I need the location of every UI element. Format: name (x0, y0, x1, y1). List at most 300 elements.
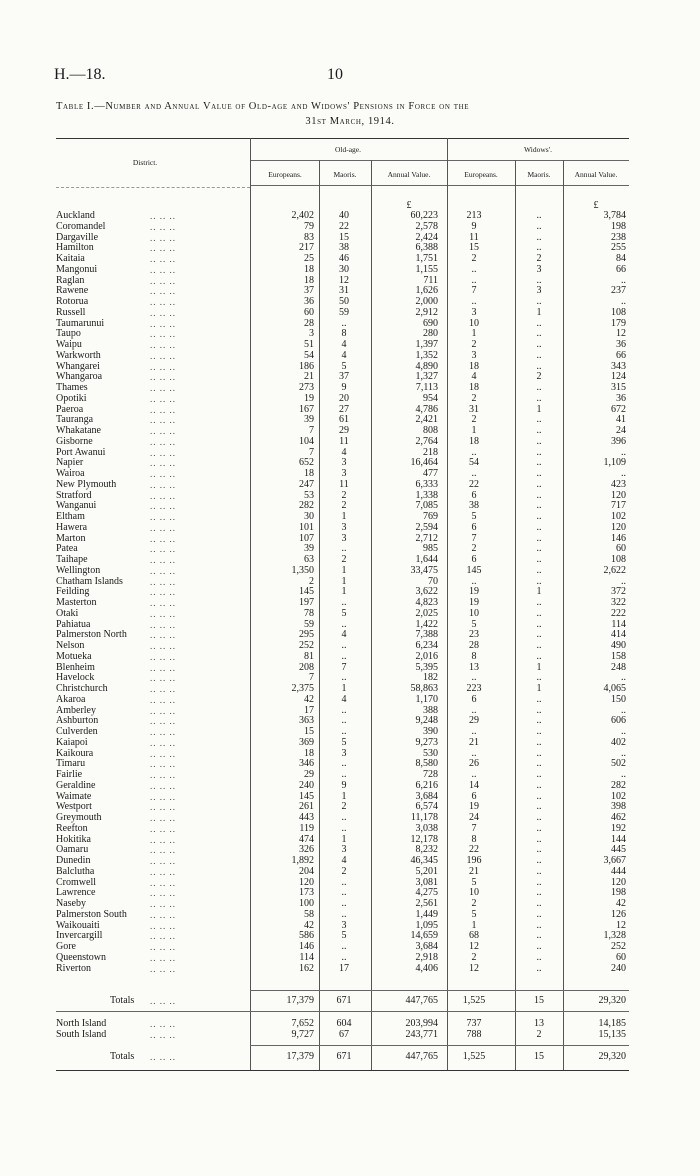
old-age-europeans-cell: 60 (304, 307, 314, 318)
widows-europeans-cell: 8 (471, 651, 477, 662)
district-name: Westport (56, 801, 92, 812)
widows-annual-value-cell: 444 (611, 866, 626, 877)
old-age-annual-value-cell: 388 (423, 705, 438, 716)
old-age-maoris-cell: 3 (341, 748, 347, 759)
widows-maoris-cell: .. (536, 554, 542, 565)
widows-maoris-cell: .. (536, 597, 542, 608)
old-age-europeans-cell: 247 (299, 479, 314, 490)
widows-europeans-cell: 196 (466, 855, 482, 866)
old-age-europeans-cell: 59 (304, 619, 314, 630)
leader-dots: .. .. .. (150, 587, 176, 597)
widows-annual-value-cell: 15,135 (598, 1029, 626, 1040)
old-age-annual-value-cell: 1,397 (415, 339, 438, 350)
widows-annual-value-cell: 1,328 (603, 930, 626, 941)
widows-annual-value-cell: 396 (611, 436, 626, 447)
old-age-europeans-cell: 586 (299, 930, 314, 941)
leader-dots: .. .. .. (150, 609, 176, 619)
widows-maoris-cell: .. (536, 748, 542, 759)
widows-europeans-cell: 4 (471, 371, 477, 382)
old-age-maoris-cell: 5 (341, 361, 347, 372)
widows-annual-value-cell: 12 (616, 328, 626, 339)
old-age-annual-value-cell: 16,464 (410, 457, 438, 468)
widows-annual-value-cell: 315 (611, 382, 626, 393)
widows-europeans-cell: 23 (469, 629, 479, 640)
old-age-annual-value-cell: 7,388 (415, 629, 438, 640)
leader-dots: .. .. .. (150, 329, 176, 339)
leader-dots: .. .. .. (150, 910, 176, 920)
district-name: Hawera (56, 522, 88, 533)
widows-europeans-cell: 6 (471, 554, 477, 565)
old-age-europeans-cell: 240 (299, 780, 314, 791)
widows-europeans-cell: 737 (466, 1018, 482, 1029)
widows-annual-value-cell: 255 (611, 242, 626, 253)
old-age-maoris-cell: .. (341, 672, 347, 683)
district-name: Invercargill (56, 930, 103, 941)
widows-europeans-cell: 22 (469, 479, 479, 490)
widows-annual-value-cell: 42 (616, 898, 626, 909)
district-name: Wellington (56, 565, 101, 576)
leader-dots: .. .. .. (150, 222, 176, 232)
widows-europeans-cell: 54 (469, 457, 479, 468)
old-age-europeans-cell: 18 (304, 275, 314, 286)
old-age-maoris-cell: 4 (341, 629, 347, 640)
widows-europeans-cell: 24 (469, 812, 479, 823)
old-age-maoris-cell: .. (341, 909, 347, 920)
old-age-maoris-cell: .. (341, 887, 347, 898)
old-age-maoris-cell: 2 (341, 866, 347, 877)
old-age-annual-value-cell: 2,025 (415, 608, 438, 619)
widows-maoris-cell: .. (536, 350, 542, 361)
leader-dots: .. .. .. (150, 953, 176, 963)
leader-dots: .. .. .. (150, 512, 176, 522)
old-age-annual-value-cell: 12,178 (410, 834, 438, 845)
widows-annual-value-cell: 102 (611, 511, 626, 522)
old-age-annual-value-cell: 1,626 (415, 285, 438, 296)
old-age-annual-value-cell: 7,113 (415, 382, 438, 393)
widows-annual-value-cell: 462 (611, 812, 626, 823)
widows-annual-value-cell: .. (621, 576, 626, 587)
district-name: Wairoa (56, 468, 85, 479)
district-name: Cromwell (56, 877, 96, 888)
old-age-annual-value-cell: 2,594 (415, 522, 438, 533)
leader-dots: .. .. .. (150, 727, 176, 737)
district-name: Chatham Islands (56, 576, 123, 587)
widows-europeans-cell: 6 (471, 490, 477, 501)
widows-europeans-cell: 18 (469, 436, 479, 447)
old-age-europeans-cell: 1,350 (291, 565, 314, 576)
widows-europeans-cell: 6 (471, 694, 477, 705)
widows-annual-value-cell: .. (621, 296, 626, 307)
widows-maoris-cell: .. (536, 361, 542, 372)
leader-dots: .. .. .. (150, 276, 176, 286)
widows-maoris-cell: .. (536, 909, 542, 920)
district-name: North Island (56, 1018, 107, 1029)
widows-europeans-cell: 7 (471, 285, 477, 296)
leader-dots: .. .. .. (150, 824, 176, 834)
leader-dots: .. .. .. (150, 641, 176, 651)
widows-annual-value-cell: 144 (611, 834, 626, 845)
old-age-europeans-cell: 2 (309, 576, 314, 587)
widows-europeans-cell: 6 (471, 522, 477, 533)
district-name: Gore (56, 941, 76, 952)
old-age-maoris-cell: 2 (341, 554, 347, 565)
old-age-maoris-cell: .. (341, 726, 347, 737)
leader-dots: .. .. .. (150, 1030, 176, 1040)
district-name: Palmerston South (56, 909, 127, 920)
widows-annual-value-cell: 445 (611, 844, 626, 855)
old-age-annual-value-cell: 6,388 (415, 242, 438, 253)
widows-maoris-header: Maoris. (527, 170, 551, 179)
district-name: Masterton (56, 597, 97, 608)
old-age-europeans-cell: 100 (299, 898, 314, 909)
old-age-annual-value-cell: 2,424 (415, 232, 438, 243)
leader-dots: .. .. .. (150, 1052, 176, 1062)
widows-europeans-cell: 10 (469, 318, 479, 329)
old-age-europeans-cell: 173 (299, 887, 314, 898)
widows-annual-value-cell: 84 (616, 253, 626, 264)
widows-maoris-cell: .. (536, 425, 542, 436)
old-age-maoris-cell: 50 (339, 296, 349, 307)
old-age-europeans-cell: 119 (299, 823, 314, 834)
district-name: Oamaru (56, 844, 89, 855)
old-age-maoris-cell: 22 (339, 221, 349, 232)
district-name: Queenstown (56, 952, 106, 963)
page-number: 10 (327, 66, 343, 83)
district-name: Taumarunui (56, 318, 105, 329)
old-age-europeans-cell: 63 (304, 554, 314, 565)
old-age-europeans-cell: 120 (299, 877, 314, 888)
old-age-annual-value-cell: 1,751 (415, 253, 438, 264)
district-name: Kaiapoi (56, 737, 88, 748)
widows-europeans-cell: 13 (469, 662, 479, 673)
old-age-europeans-cell: 18 (304, 264, 314, 275)
district-name: Taihape (56, 554, 88, 565)
old-age-maoris-cell: 1 (341, 791, 347, 802)
district-name: Opotiki (56, 393, 87, 404)
widows-annual-value-cell: 66 (616, 264, 626, 275)
old-age-annual-value-cell: 2,912 (415, 307, 438, 318)
old-age-maoris-cell: 4 (341, 339, 347, 350)
old-age-maoris-cell: .. (341, 318, 347, 329)
leader-dots: .. .. .. (150, 254, 176, 264)
district-name: Whangarei (56, 361, 100, 372)
widows-maoris-cell: .. (536, 533, 542, 544)
district-name: Wanganui (56, 500, 97, 511)
old-age-annual-value-cell: 1,644 (415, 554, 438, 565)
district-name: Riverton (56, 963, 91, 974)
old-age-annual-value-cell: 3,684 (415, 941, 438, 952)
widows-annual-value-cell: 120 (611, 877, 626, 888)
widows-maoris-cell: .. (536, 812, 542, 823)
district-name: Rawene (56, 285, 89, 296)
widows-europeans-cell: 18 (469, 361, 479, 372)
district-name: Patea (56, 543, 78, 554)
old-age-europeans-cell: 17,379 (286, 1051, 314, 1062)
leader-dots: .. .. .. (150, 921, 176, 931)
district-name: Havelock (56, 672, 95, 683)
widows-maoris-cell: .. (536, 758, 542, 769)
old-age-europeans-cell: 42 (304, 920, 314, 931)
widows-maoris-cell: 1 (536, 307, 542, 318)
leader-dots: .. .. .. (150, 426, 176, 436)
district-name: Russell (56, 307, 86, 318)
widows-annual-value-cell: 252 (611, 941, 626, 952)
old-age-annual-value-cell: 280 (423, 328, 438, 339)
old-age-europeans-cell: 363 (299, 715, 314, 726)
widows-annual-value-cell: 150 (611, 694, 626, 705)
old-age-annual-value-cell: 4,823 (415, 597, 438, 608)
leader-dots: .. .. .. (150, 899, 176, 909)
widows-header: Widows'. (524, 145, 552, 154)
widows-europeans-cell: 213 (466, 210, 482, 221)
leader-dots: .. .. .. (150, 372, 176, 382)
widows-europeans-cell: .. (471, 748, 477, 759)
widows-maoris-cell: .. (536, 382, 542, 393)
leader-dots: .. .. .. (150, 706, 176, 716)
widows-europeans-cell: 12 (469, 963, 479, 974)
widows-annual-value-cell: 343 (611, 361, 626, 372)
widows-europeans-cell: 1 (471, 920, 477, 931)
old-age-annual-value-cell: 33,475 (410, 565, 438, 576)
district-name: Port Awanui (56, 447, 106, 458)
old-age-europeans-cell: 443 (299, 812, 314, 823)
district-name: Ashburton (56, 715, 99, 726)
district-name: Auckland (56, 210, 95, 221)
leader-dots: .. .. .. (150, 888, 176, 898)
widows-annual-value-cell: 124 (611, 371, 626, 382)
widows-maoris-cell: 1 (536, 662, 542, 673)
old-age-maoris-cell: 1 (341, 565, 347, 576)
district-name: Waikouaiti (56, 920, 100, 931)
old-age-annual-value-cell: 477 (423, 468, 438, 479)
district-name: Tauranga (56, 414, 94, 425)
old-age-maoris-cell: .. (341, 823, 347, 834)
widows-europeans-cell: 15 (469, 242, 479, 253)
old-age-annual-value-cell: 954 (423, 393, 438, 404)
widows-maoris-cell: .. (536, 629, 542, 640)
old-age-maoris-cell: 2 (341, 801, 347, 812)
widows-europeans-cell: 788 (466, 1029, 482, 1040)
district-name: Feilding (56, 586, 90, 597)
old-age-annual-value-cell: 690 (423, 318, 438, 329)
widows-annual-value-cell: 108 (611, 554, 626, 565)
old-age-europeans-cell: 54 (304, 350, 314, 361)
old-age-maoris-cell: .. (341, 952, 347, 963)
district-name: Eltham (56, 511, 85, 522)
old-age-maoris-cell: 29 (339, 425, 349, 436)
old-age-maoris-cell: 1 (341, 511, 347, 522)
widows-europeans-cell: 14 (469, 780, 479, 791)
widows-europeans-cell: .. (471, 447, 477, 458)
widows-europeans-header: Europeans. (464, 170, 498, 179)
widows-europeans-cell: 2 (471, 339, 477, 350)
leader-dots: .. .. .. (150, 555, 176, 565)
widows-europeans-cell: 19 (469, 801, 479, 812)
widows-annual-value-cell: 222 (611, 608, 626, 619)
leader-dots: .. .. .. (150, 308, 176, 318)
old-age-annual-value-cell: 6,574 (415, 801, 438, 812)
district-name: Stratford (56, 490, 92, 501)
district-name: Christchurch (56, 683, 108, 694)
widows-maoris-cell: .. (536, 855, 542, 866)
old-age-annual-value-cell: 6,333 (415, 479, 438, 490)
widows-maoris-cell: .. (536, 447, 542, 458)
old-age-maoris-cell: 3 (341, 468, 347, 479)
widows-europeans-cell: 19 (469, 586, 479, 597)
group-header-rule (250, 160, 629, 161)
totals-rule-top (250, 990, 629, 991)
widows-maoris-cell: .. (536, 490, 542, 501)
old-age-europeans-cell: 7 (309, 672, 314, 683)
leader-dots: .. .. .. (150, 566, 176, 576)
old-age-europeans-cell: 15 (304, 726, 314, 737)
old-age-maoris-cell: .. (341, 619, 347, 630)
old-age-maoris-cell: 12 (339, 275, 349, 286)
old-age-annual-value-cell: 769 (423, 511, 438, 522)
widows-maoris-cell: .. (536, 844, 542, 855)
old-age-annual-value-cell: 390 (423, 726, 438, 737)
old-age-annual-value-cell: 447,765 (405, 995, 438, 1006)
district-name: Fairlie (56, 769, 83, 780)
leader-dots: .. .. .. (150, 759, 176, 769)
widows-europeans-cell: 5 (471, 909, 477, 920)
old-age-europeans-cell: 39 (304, 543, 314, 554)
old-age-maoris-cell: 4 (341, 855, 347, 866)
district-header: District. (132, 158, 158, 167)
widows-europeans-cell: 7 (471, 533, 477, 544)
widows-annual-value-cell: 248 (611, 662, 626, 673)
district-name: Raglan (56, 275, 85, 286)
old-age-annual-value-cell: 6,216 (415, 780, 438, 791)
old-age-maoris-cell: 67 (339, 1029, 349, 1040)
widows-annual-value-cell: 372 (611, 586, 626, 597)
leader-dots: .. .. .. (150, 319, 176, 329)
widows-maoris-cell: 1 (536, 404, 542, 415)
leader-dots: .. .. .. (150, 673, 176, 683)
widows-annual-value-cell: 398 (611, 801, 626, 812)
widows-maoris-cell: .. (536, 565, 542, 576)
district-name: Blenheim (56, 662, 95, 673)
widows-maoris-cell: 2 (536, 1029, 542, 1040)
district-name: Mangonui (56, 264, 98, 275)
district-name: South Island (56, 1029, 107, 1040)
widows-annual-value-cell: 120 (611, 490, 626, 501)
old-age-annual-value-cell: 7,085 (415, 500, 438, 511)
leader-dots: .. .. .. (150, 480, 176, 490)
old-age-europeans-cell: 204 (299, 866, 314, 877)
old-age-annual-value-cell: 3,684 (415, 791, 438, 802)
old-age-annual-value-cell: 8,580 (415, 758, 438, 769)
old-age-annual-value-cell: 11,178 (410, 812, 438, 823)
district-name: Whangaroa (56, 371, 103, 382)
widows-maoris-cell: .. (536, 640, 542, 651)
old-age-europeans-cell: 252 (299, 640, 314, 651)
widows-europeans-cell: .. (471, 275, 477, 286)
widows-annual-value-cell: 126 (611, 909, 626, 920)
leader-dots: .. .. .. (150, 802, 176, 812)
widows-europeans-cell: 5 (471, 877, 477, 888)
widows-maoris-cell: .. (536, 576, 542, 587)
old-age-europeans-cell: 30 (304, 511, 314, 522)
widows-maoris-cell: 2 (536, 253, 542, 264)
old-age-annual-value-cell: 2,578 (415, 221, 438, 232)
widows-annual-value-cell: 672 (611, 404, 626, 415)
widows-annual-value-cell: 66 (616, 350, 626, 361)
widows-europeans-cell: .. (471, 705, 477, 716)
widows-europeans-cell: .. (471, 468, 477, 479)
widows-europeans-cell: .. (471, 576, 477, 587)
old-age-europeans-cell: 17,379 (286, 995, 314, 1006)
old-age-annual-value-cell: 2,764 (415, 436, 438, 447)
leader-dots: .. .. .. (150, 942, 176, 952)
old-age-annual-value-cell: 5,395 (415, 662, 438, 673)
old-age-maoris-cell: .. (341, 597, 347, 608)
old-age-europeans-cell: 36 (304, 296, 314, 307)
widows-annual-value-cell: 36 (616, 339, 626, 350)
leader-dots: .. .. .. (150, 781, 176, 791)
widows-maoris-cell: .. (536, 522, 542, 533)
old-age-annual-value-cell: 1,449 (415, 909, 438, 920)
district-header-rule (56, 187, 250, 188)
widows-maoris-cell: .. (536, 543, 542, 554)
widows-maoris-cell: .. (536, 726, 542, 737)
old-age-maoris-cell: 2 (341, 500, 347, 511)
widows-maoris-cell: .. (536, 694, 542, 705)
widows-europeans-cell: 1 (471, 425, 477, 436)
district-name: Timaru (56, 758, 86, 769)
old-age-europeans-cell: 79 (304, 221, 314, 232)
district-name: Naseby (56, 898, 86, 909)
old-age-annual-value-cell: 1,338 (415, 490, 438, 501)
old-age-maoris-cell: 671 (336, 1051, 352, 1062)
widows-maoris-cell: .. (536, 672, 542, 683)
old-age-annual-value-cell: 9,248 (415, 715, 438, 726)
widows-europeans-cell: .. (471, 264, 477, 275)
widows-europeans-cell: 5 (471, 619, 477, 630)
widows-maoris-cell: .. (536, 608, 542, 619)
old-age-europeans-cell: 51 (304, 339, 314, 350)
old-age-annual-value-cell: 530 (423, 748, 438, 759)
old-age-annual-value-cell: 6,234 (415, 640, 438, 651)
table-top-rule (56, 138, 629, 139)
old-age-maoris-cell: .. (341, 715, 347, 726)
old-age-maoris-cell: 9 (341, 780, 347, 791)
widows-maoris-cell: .. (536, 791, 542, 802)
old-age-maoris-cell: 4 (341, 350, 347, 361)
old-age-europeans-cell: 346 (299, 758, 314, 769)
old-age-europeans-cell: 197 (299, 597, 314, 608)
leader-dots: .. .. .. (150, 297, 176, 307)
old-age-annual-value-header: Annual Value. (387, 170, 431, 179)
old-age-annual-value-cell: 3,081 (415, 877, 438, 888)
widows-europeans-cell: .. (471, 296, 477, 307)
widows-annual-value-cell: 198 (611, 887, 626, 898)
widows-annual-value-cell: 717 (611, 500, 626, 511)
district-name: Nelson (56, 640, 85, 651)
widows-maoris-cell: .. (536, 780, 542, 791)
old-age-maoris-cell: 1 (341, 683, 347, 694)
widows-maoris-cell: .. (536, 210, 542, 221)
widows-annual-value-cell: 4,065 (603, 683, 626, 694)
leader-dots: .. .. .. (150, 695, 176, 705)
leader-dots: .. .. .. (150, 867, 176, 877)
old-age-annual-value-cell: 2,918 (415, 952, 438, 963)
old-age-europeans-cell: 25 (304, 253, 314, 264)
old-age-europeans-cell: 217 (299, 242, 314, 253)
old-age-europeans-cell: 208 (299, 662, 314, 673)
old-age-maoris-cell: .. (341, 812, 347, 823)
widows-europeans-cell: 21 (469, 866, 479, 877)
